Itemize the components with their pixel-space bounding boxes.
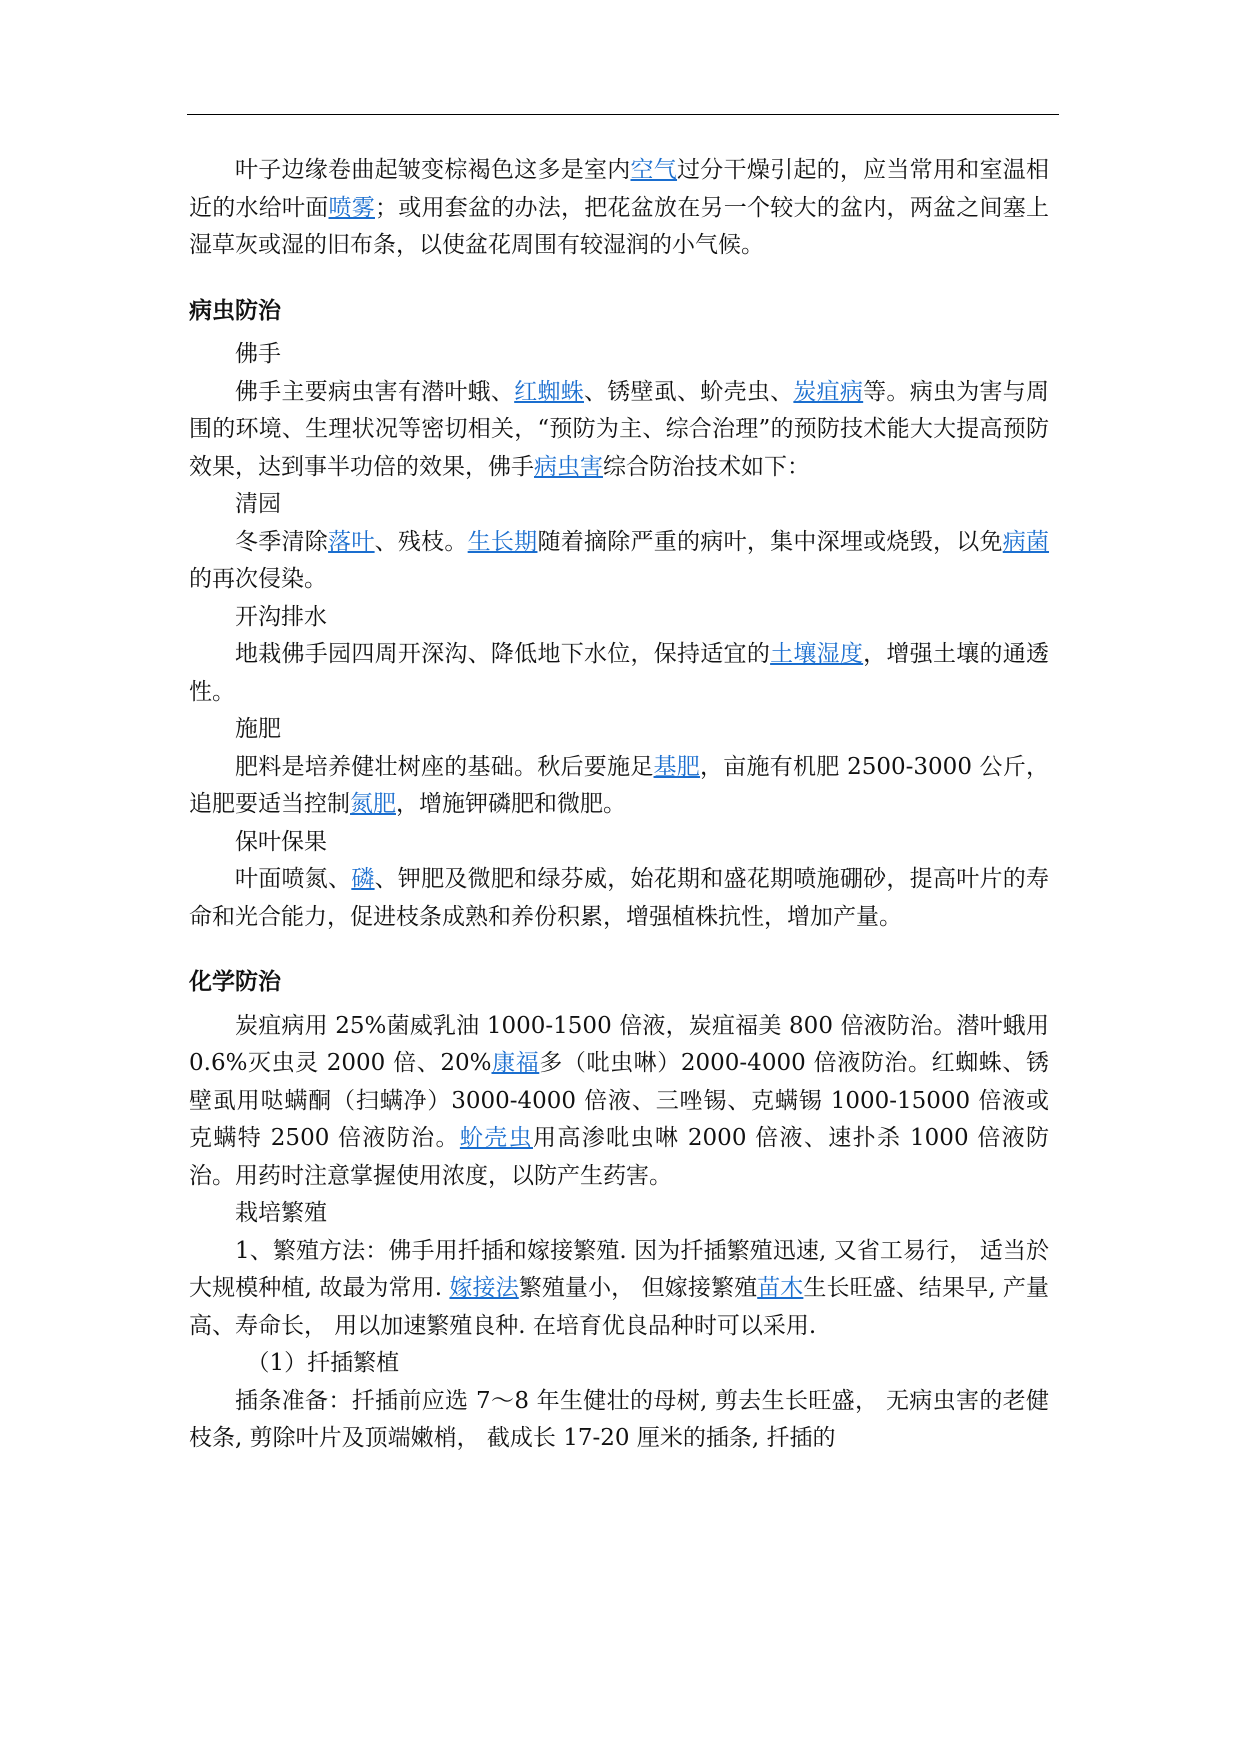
link-kangfu[interactable]: 康福 [491, 1050, 540, 1076]
paragraph-chemical [189, 1008, 1049, 1196]
link-seedlings[interactable]: 苗木 [757, 1275, 804, 1301]
subheading-fushou: 佛手 [235, 341, 281, 367]
text-run: 炭疽病用 25%菌威乳油 1000-1500 倍液，炭疽福美 800 倍液防治。潜叶蛾用 0.6%灭虫灵 2000 倍、20% [189, 1012, 1049, 1076]
link-pest-disease[interactable]: 病虫害 [534, 453, 603, 480]
text-run: 繁殖量小， 但嫁接繁殖 [518, 1275, 758, 1301]
text-run: 叶子边缘卷曲起皱变棕褐色这多是室内 [235, 157, 631, 183]
text-run: ，增施钾磷肥和微肥。 [396, 791, 626, 817]
subheading-fertilize: 施肥 [235, 716, 281, 742]
text-run: ，亩施有机肥 2500-3000 公斤，追肥要适当控制 [189, 753, 1050, 817]
text-run: 、锈壁虱、蚧壳虫、 [583, 378, 794, 405]
paragraph-propagation [189, 1233, 1049, 1346]
subheading-cutting: （1）扦插繁植 [246, 1350, 400, 1376]
paragraph-pests [189, 374, 1049, 487]
text-run: 1、繁殖方法：佛手用扦插和嫁接繁殖. 因为扦插繁殖迅速, 又省工易行， 适当於大规模种植, 故最为常用. [189, 1237, 1049, 1301]
link-base-fertilizer[interactable]: 基肥 [653, 753, 701, 780]
link-fallen-leaves[interactable]: 落叶 [328, 528, 375, 555]
text-run: 的再次侵染。 [189, 566, 327, 592]
section-heading-chemical-control: 化学防治 [189, 969, 281, 995]
link-red-spider[interactable]: 红蜘蛛 [514, 378, 584, 405]
subheading-drainage: 开沟排水 [235, 603, 327, 630]
paragraph-drainage [189, 636, 1049, 711]
text-run: 地栽佛手园四周开深沟、降低地下水位，保持适宜的 [235, 641, 771, 667]
text-run: 综合防治技术如下： [603, 453, 810, 480]
paragraph-fertilize [189, 749, 1049, 824]
paragraph-qingyuan [189, 524, 1049, 599]
subheading-protect-leaves: 保叶保果 [235, 828, 327, 855]
text-run: 多（吡虫啉）2000-4000 倍液防治。红蜘蛛、锈壁虱用哒螨酮（扫螨净）3000-4000 倍液、三唑锡、克螨锡 1000-15000 倍液或克螨特 2500 倍液防治。 [189, 1050, 1050, 1151]
section-heading-pest-control: 病虫防治 [189, 297, 281, 324]
link-grafting[interactable]: 嫁接法 [449, 1275, 519, 1301]
link-nitrogen-fertilizer[interactable]: 氮肥 [350, 791, 396, 817]
intro-paragraph [189, 152, 1049, 265]
text-run: 肥料是培养健壮树座的基础。秋后要施足 [235, 753, 654, 780]
link-phosphorus[interactable]: 磷 [351, 866, 375, 892]
text-run: ，增强土壤的通透性。 [189, 641, 1050, 705]
link-pathogen[interactable]: 病菌 [1002, 528, 1050, 555]
link-soil-moisture[interactable]: 土壤湿度 [770, 641, 864, 667]
header-rule [187, 114, 1059, 115]
link-scale-insect[interactable]: 蚧壳虫 [459, 1125, 533, 1151]
text-run: 佛手主要病虫害有潜叶蛾、 [235, 378, 515, 405]
text-run: ；或用套盆的办法，把花盆放在另一个较大的盆内，两盆之间塞上湿草灰或湿的旧布条，以使盆花周围有较湿润的小气候。 [189, 194, 1049, 258]
link-air[interactable]: 空气 [630, 157, 678, 183]
paragraph-protect-leaves [189, 861, 1049, 936]
subheading-cultivation: 栽培繁殖 [235, 1200, 327, 1226]
text-run: 过分干燥引起的，应当常用和室温相近的水给叶面 [189, 157, 1050, 221]
text-run: 叶面喷氮、 [235, 866, 352, 892]
text-run: 生长旺盛、结果早, 产量高、寿命长， 用以加速繁殖良种. 在培育优良品种时可以采用. [189, 1275, 1050, 1339]
paragraph-cutting-prep [189, 1383, 1049, 1458]
link-growth-period[interactable]: 生长期 [467, 528, 538, 555]
text-run: 、残枝。 [374, 528, 468, 555]
text-run: 用高渗吡虫啉 2000 倍液、速扑杀 1000 倍液防治。用药时注意掌握使用浓度，以防产生药害。 [189, 1125, 1050, 1189]
subheading-qingyuan: 清园 [235, 491, 281, 517]
text-run: 、钾肥及微肥和绿芬威，始花期和盛花期喷施硼砂，提高叶片的寿命和光合能力，促进枝条成熟和养份积累，增强植株抗性，增加产量。 [189, 866, 1050, 930]
text-run: 插条准备：扦插前应选 7～8 年生健壮的母树, 剪去生长旺盛， 无病虫害的老健枝条, 剪除叶片及顶端嫩梢， 截成长 17-20 厘米的插条, 扦插的 [189, 1387, 1049, 1451]
link-spray[interactable]: 喷雾 [328, 194, 375, 221]
document-body [189, 152, 1049, 1458]
link-anthracnose[interactable]: 炭疽病 [793, 378, 864, 405]
text-run: 冬季清除 [235, 528, 329, 555]
text-run: 等。病虫为害与周围的环境、生理状况等密切相关，“预防为主、综合治理”的预防技术能大大提高预防效果，达到事半功倍的效果，佛手 [189, 378, 1050, 480]
text-run: 随着摘除严重的病叶，集中深埋或烧毁，以免 [537, 528, 1003, 555]
